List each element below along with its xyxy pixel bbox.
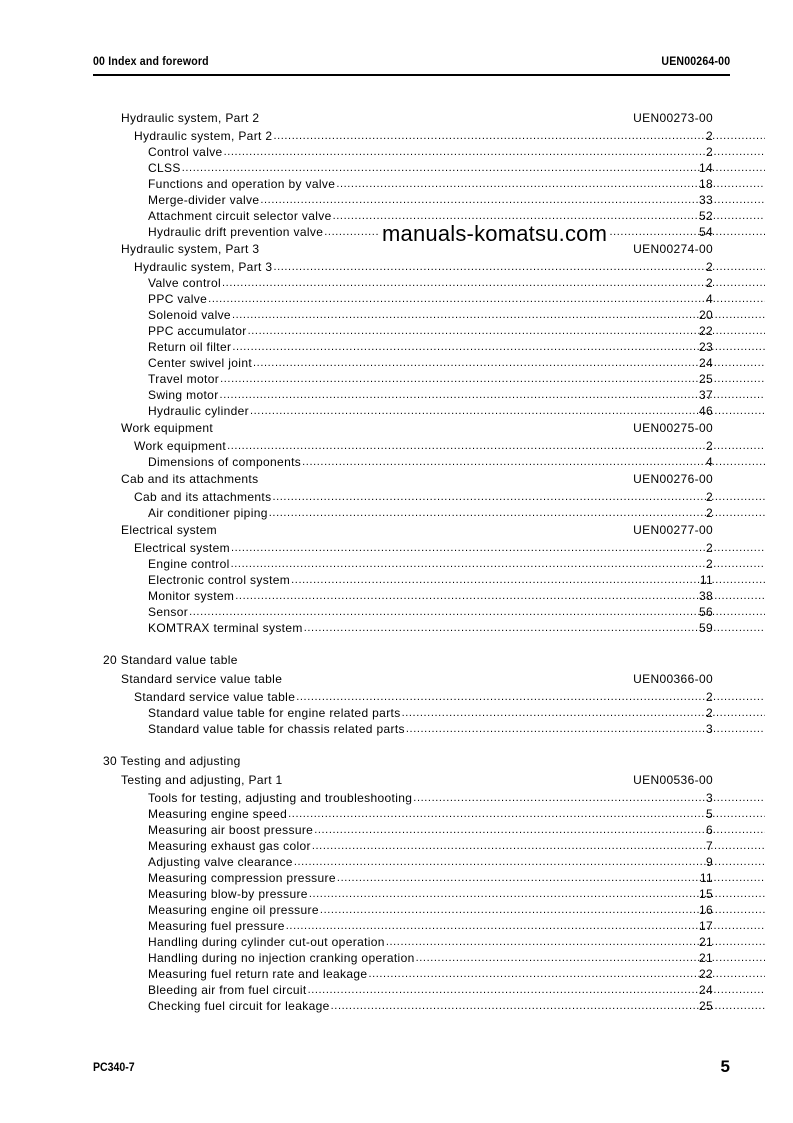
dot-leader [250, 403, 765, 419]
toc-entry[interactable] [0, 192, 793, 208]
toc-entry-page: 11 [699, 871, 713, 885]
toc-entry[interactable] [0, 998, 793, 1014]
toc-entry-page: 20 [698, 308, 713, 322]
toc-entry-title: Standard value table for engine related parts [148, 706, 401, 720]
toc-entry-title: Hydraulic system, Part 3 [121, 242, 260, 256]
dot-leader [220, 387, 765, 403]
toc-entry-page: 2 [705, 145, 713, 159]
toc-entry[interactable] [0, 291, 793, 307]
toc-entry-title: Testing and adjusting, Part 1 [121, 773, 283, 787]
toc-entry[interactable] [0, 966, 793, 982]
toc-entry-title: Hydraulic system, Part 2 [134, 129, 273, 143]
toc-entry-title: Work equipment [134, 439, 227, 453]
toc-entry[interactable] [0, 620, 793, 636]
toc-entry-title: Checking fuel circuit for leakage [148, 999, 330, 1013]
toc-entry-page: 38 [698, 589, 713, 603]
dot-leader [232, 339, 765, 355]
dot-leader [273, 259, 765, 275]
toc-entry[interactable] [0, 870, 793, 886]
toc-entry-title: Travel motor [148, 372, 220, 386]
dot-leader [224, 144, 765, 160]
toc-entry-title: Hydraulic system, Part 2 [121, 111, 260, 125]
toc-document-entry[interactable] [0, 470, 793, 489]
toc-entry[interactable] [0, 259, 793, 275]
toc-entry-page: 2 [705, 490, 713, 504]
toc-entry-title: Handling during no injection cranking operation [148, 951, 415, 965]
toc-entry-title: Work equipment [121, 421, 214, 435]
toc-entry-page: 3 [705, 791, 713, 805]
dot-leader [296, 689, 765, 705]
toc-entry-page: 46 [698, 404, 713, 418]
toc-entry-title: Measuring engine speed [148, 807, 288, 821]
toc-entry-page: 24 [698, 983, 713, 997]
toc-entry-title: Dimensions of components [148, 455, 302, 469]
header-section-title: 00 Index and foreword [93, 54, 209, 68]
toc-entry-title: Tools for testing, adjusting and troubleshooting [148, 791, 413, 805]
toc-entry-page: 2 [705, 557, 713, 571]
toc-section-heading[interactable] [0, 752, 793, 771]
toc-entry[interactable] [0, 705, 793, 721]
toc-entry-doc-code: UEN00276-00 [633, 472, 713, 486]
dot-leader [227, 438, 765, 454]
toc-entry[interactable] [0, 790, 793, 806]
dot-leader [231, 540, 765, 556]
toc-entry-page: 24 [698, 356, 713, 370]
toc-entry-page: 15 [698, 887, 713, 901]
toc-entry-title: Bleeding air from fuel circuit [148, 983, 307, 997]
dot-leader [308, 982, 765, 998]
toc-section-heading[interactable] [0, 651, 793, 670]
toc-entry[interactable] [0, 604, 793, 620]
header-doc-code: UEN00264-00 [661, 54, 730, 68]
dot-leader [273, 128, 765, 144]
dot-leader [314, 822, 765, 838]
toc-entry-page: 2 [705, 129, 713, 143]
toc-entry[interactable] [0, 371, 793, 387]
toc-entry-doc-code: UEN00274-00 [633, 242, 713, 256]
toc-entry[interactable] [0, 950, 793, 966]
toc-entry[interactable] [0, 176, 793, 192]
toc-entry[interactable] [0, 355, 793, 371]
toc-entry[interactable] [0, 806, 793, 822]
toc-entry-title: Merge-divider valve [148, 193, 260, 207]
toc-entry-title: Electrical system [134, 541, 230, 555]
toc-entry[interactable] [0, 838, 793, 854]
toc-entry-doc-code: UEN00275-00 [633, 421, 713, 435]
toc-entry-title: Standard service value table [134, 690, 296, 704]
dot-leader [286, 918, 765, 934]
toc-entry-doc-code: UEN00366-00 [633, 672, 713, 686]
toc-entry[interactable] [0, 982, 793, 998]
dot-leader [232, 307, 765, 323]
toc-entry-doc-code: UEN00277-00 [633, 523, 713, 537]
toc-entry[interactable] [0, 822, 793, 838]
toc-entry-title: PPC valve [148, 292, 208, 306]
toc-entry[interactable] [0, 886, 793, 902]
toc-entry-page: 4 [705, 292, 713, 306]
toc-entry-page: 6 [705, 823, 713, 837]
toc-entry-page: 56 [698, 605, 713, 619]
toc-entry-title: Measuring exhaust gas color [148, 839, 311, 853]
toc-entry-title: Return oil filter [148, 340, 232, 354]
toc-entry-title: Valve control [148, 276, 222, 290]
dot-leader [222, 275, 765, 291]
toc-entry-page: 2 [705, 260, 713, 274]
toc-entry-title: KOMTRAX terminal system [148, 621, 303, 635]
footer-page-number: 5 [720, 1057, 730, 1076]
toc-entry-title: Electronic control system [148, 573, 291, 587]
toc-entry-page: 3 [705, 722, 713, 736]
toc-entry-page: 21 [698, 935, 713, 949]
toc-entry[interactable] [0, 128, 793, 144]
toc-entry[interactable] [0, 339, 793, 355]
toc-entry-title: PPC accumulator [148, 324, 247, 338]
toc-entry[interactable] [0, 588, 793, 604]
toc-entry-title: Attachment circuit selector valve [148, 209, 332, 223]
toc-entry[interactable] [0, 438, 793, 454]
dot-leader [231, 556, 765, 572]
toc-entry-page: 25 [698, 372, 713, 386]
toc-document-entry[interactable] [0, 419, 793, 438]
toc-entry-title: Measuring engine oil pressure [148, 903, 319, 917]
toc-entry[interactable] [0, 556, 793, 572]
toc-document-entry[interactable] [0, 521, 793, 540]
toc-entry-page: 22 [698, 324, 713, 338]
toc-entry[interactable] [0, 902, 793, 918]
dot-leader [288, 806, 765, 822]
dot-leader [235, 588, 765, 604]
toc-entry-page: 17 [698, 919, 713, 933]
toc-entry-page: 59 [698, 621, 713, 635]
footer-model: PC340-7 [93, 1060, 135, 1074]
toc-entry[interactable] [0, 721, 793, 737]
toc-entry-title: Hydraulic cylinder [148, 404, 249, 418]
toc-entry-title: Standard service value table [121, 672, 283, 686]
toc-entry-page: 23 [698, 340, 713, 354]
toc-entry-page: 16 [698, 903, 713, 917]
toc-entry-page: 33 [698, 193, 713, 207]
watermark: manuals-komatsu.com [382, 221, 608, 246]
dot-leader [291, 572, 765, 588]
toc-entry-page: 18 [698, 177, 713, 191]
toc-entry-title: Solenoid valve [148, 308, 231, 322]
toc-entry-title: Electrical system [121, 523, 217, 537]
toc-entry-page: 52 [698, 209, 713, 223]
dot-leader [248, 323, 765, 339]
dot-leader [272, 489, 765, 505]
toc-entry-title: Cab and its attachments [134, 490, 272, 504]
dot-leader [189, 604, 765, 620]
toc-entry-title: Measuring compression pressure [148, 871, 336, 885]
toc-entry[interactable] [0, 689, 793, 705]
toc-entry-page: 14 [698, 161, 713, 175]
toc-entry[interactable] [0, 454, 793, 470]
dot-leader [302, 454, 765, 470]
dot-leader [253, 355, 765, 371]
dot-leader [312, 838, 765, 854]
toc-entry-title: Hydraulic drift prevention valve [148, 225, 324, 239]
toc-entry-doc-code: UEN00273-00 [633, 111, 713, 125]
toc-entry-title: Engine control [148, 557, 230, 571]
toc-entry-doc-code: UEN00536-00 [633, 773, 713, 787]
toc-entry[interactable] [0, 403, 793, 419]
toc-entry[interactable] [0, 572, 793, 588]
dot-leader [269, 505, 765, 521]
toc-entry[interactable] [0, 505, 793, 521]
toc-entry[interactable] [0, 540, 793, 556]
toc-entry-title: Swing motor [148, 388, 219, 402]
toc-entry-title: 30 Testing and adjusting [103, 754, 241, 768]
toc-entry-title: Measuring fuel pressure [148, 919, 285, 933]
dot-leader [304, 620, 765, 636]
toc-entry-title: Center swivel joint [148, 356, 253, 370]
toc-entry-title: Handling during cylinder cut-out operation [148, 935, 385, 949]
toc-entry[interactable] [0, 160, 793, 176]
toc-entry-page: 2 [705, 506, 713, 520]
toc-entry[interactable] [0, 323, 793, 339]
toc-entry-page: 5 [705, 807, 713, 821]
dot-leader [309, 886, 765, 902]
toc-entry[interactable] [0, 275, 793, 291]
toc-entry-page: 7 [705, 839, 713, 853]
toc-entry-page: 54 [698, 225, 713, 239]
toc-entry-title: Measuring air boost pressure [148, 823, 314, 837]
toc-entry-page: 2 [705, 541, 713, 555]
toc-entry-title: CLSS [148, 161, 181, 175]
toc-document-entry[interactable] [0, 109, 793, 128]
toc-entry-page: 9 [705, 855, 713, 869]
toc-entry[interactable] [0, 918, 793, 934]
toc-entry-title: Functions and operation by valve [148, 177, 336, 191]
toc-entry[interactable] [0, 387, 793, 403]
toc-entry[interactable] [0, 307, 793, 323]
toc-entry-page: 21 [698, 951, 713, 965]
toc-entry-title: Adjusting valve clearance [148, 855, 293, 869]
toc-entry[interactable] [0, 934, 793, 950]
toc-entry-page: 25 [698, 999, 713, 1013]
toc-entry[interactable] [0, 489, 793, 505]
toc-entry-page: 2 [705, 276, 713, 290]
toc-entry-title: Hydraulic system, Part 3 [134, 260, 273, 274]
dot-leader [182, 160, 765, 176]
toc-entry-page: 2 [705, 439, 713, 453]
toc-entry-title: Control valve [148, 145, 223, 159]
toc-entry-title: Standard value table for chassis related parts [148, 722, 405, 736]
toc-entry-page: 22 [698, 967, 713, 981]
toc-entry-page: 11 [699, 573, 713, 587]
toc-document-entry[interactable] [0, 771, 793, 790]
toc-entry-page: 2 [705, 690, 713, 704]
toc-entry-title: Cab and its attachments [121, 472, 259, 486]
toc-entry-title: Air conditioner piping [148, 506, 268, 520]
header-rule [93, 74, 730, 76]
toc-entry-title: 20 Standard value table [103, 653, 238, 667]
dot-leader [208, 291, 765, 307]
toc-entry-title: Sensor [148, 605, 189, 619]
toc-entry[interactable] [0, 144, 793, 160]
toc-document-entry[interactable] [0, 670, 793, 689]
dot-leader [260, 192, 765, 208]
toc-entry-page: 2 [705, 706, 713, 720]
toc-entry-page: 37 [698, 388, 713, 402]
dot-leader [220, 371, 765, 387]
toc-entry[interactable] [0, 854, 793, 870]
toc-entry-title: Monitor system [148, 589, 235, 603]
toc-entry-page: 4 [705, 455, 713, 469]
dot-leader [294, 854, 765, 870]
toc-entry-title: Measuring fuel return rate and leakage [148, 967, 368, 981]
toc-entry-title: Measuring blow-by pressure [148, 887, 308, 901]
